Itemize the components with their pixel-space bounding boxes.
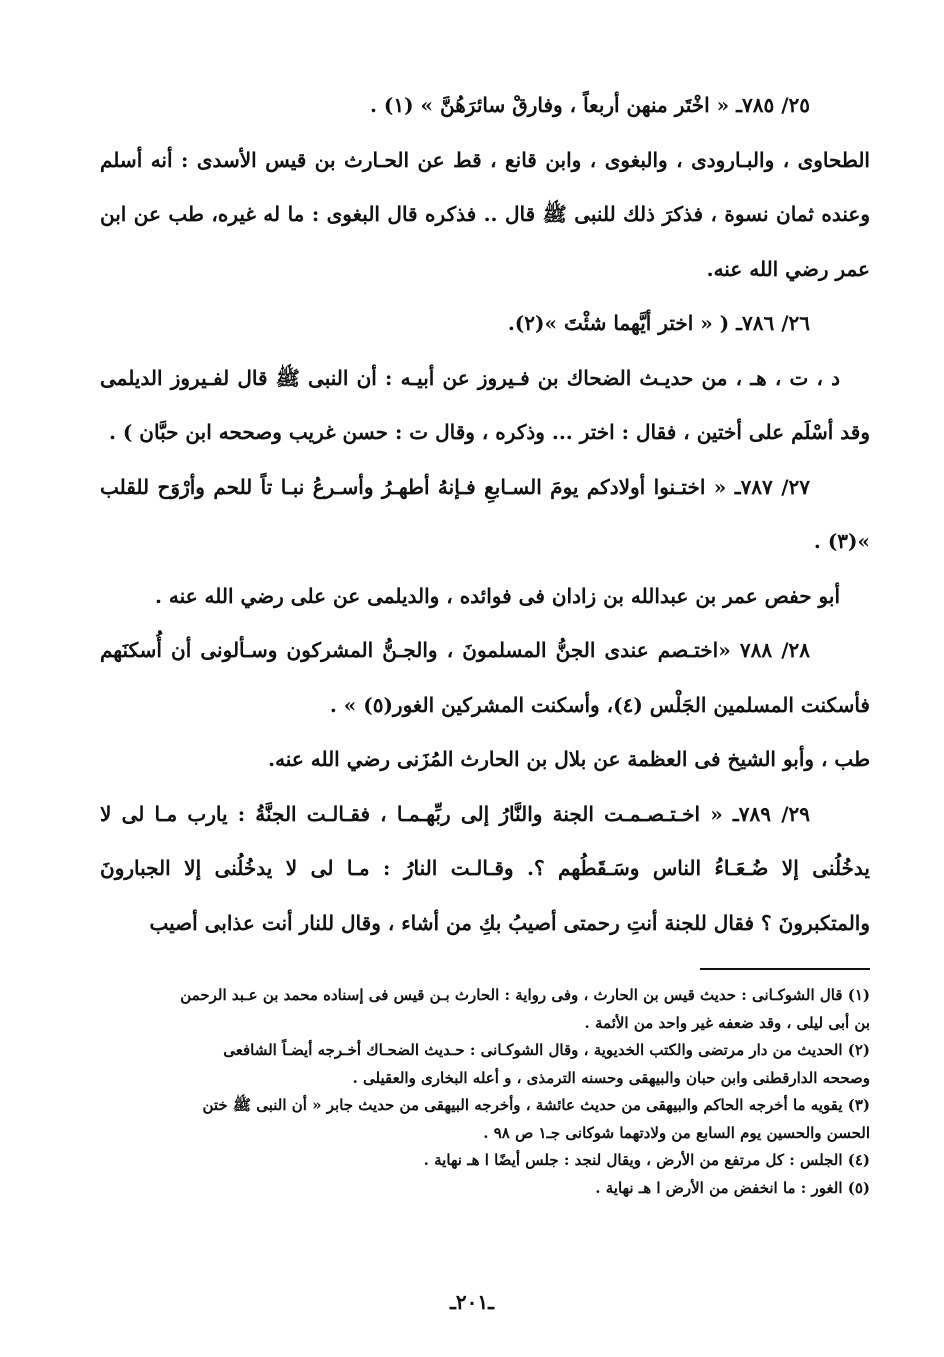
footnote-2-line-2: وصححه الدارقطنى وابن حبان والبيهقى وحسنه الترمذى ، و أعله البخارى والعقيلى .	[352, 1068, 870, 1087]
footnotes	[100, 982, 870, 1202]
source-785: الطحاوى ، والبـارودى ، والبغوى ، وابن قانع ، قط عن الحـارث بن قيس الأسدى : أنه أسلم وعنده ثمان نسوة ، فذكرَ ذلك للنبى ﷺ قال .. فذكره قال البغوى : ما له غيره، طب عن ابن عمر رضي الله عنه.	[100, 147, 870, 281]
main-text	[100, 78, 870, 950]
source-786: د ، ت ، هـ ، من حديـث الضحاك بن فـيروز عن أبيـه : أن النبى ﷺ قال لفـيروز الديلمى وقد أسْلَم على أختين ، فقال : اختر ... وذكره ، وقال ت : حسن غريب وصححه ابن حبَّان ) .	[100, 365, 870, 444]
footnote-2	[100, 1037, 870, 1092]
footnote-1	[100, 982, 870, 1037]
hadith-788: ٢٨/ ٧٨٨ «اختـصم عندى الجنُّ المسلمونَ ، والجـنُّ المشركون وسـألونى أن أُسكنَهم فأسكنت المسلمين الجَلْس (٤)، وأسكنت المشركين الغور(٥) » .	[100, 638, 870, 717]
footnote-5-line-1: (٥) الغور : ما انخفض من الأرض ا هـ نهاية .	[595, 1178, 870, 1197]
footnote-5	[100, 1175, 870, 1203]
footnote-3-line-1: (٣) يقويه ما أخرجه الحاكم والبيهقى من حديث عائشة ، وأخرجه البيهقى من حديث جابر « أن النبى ﷺ ختن	[202, 1096, 870, 1114]
footnote-1-line-1: (١) قال الشوكـانى : حديث قيس بن الحارث ، وفى رواية : الحارث بـن قيس فى إسناده محمد بن عـبد الرحمن	[180, 986, 870, 1004]
footnote-4	[100, 1147, 870, 1175]
page-number: ـ٢٠١ـ	[450, 1290, 494, 1314]
hadith-787: ٢٧/ ٧٨٧ـ « اختـنوا أولادكم يومَ السـابعِ فـإنهُ أطهـرُ وأسـرعُ نبـا تاً للحم وأرْوَح للقلب »(٣) .	[100, 474, 870, 553]
footnote-2-line-1: (٢) الحديث من دار مرتضى والكتب الخديوية ، وقال الشوكـانى : حـديث الضحـاك أخـرجه أيضـاً الشافعى	[223, 1041, 870, 1059]
hadith-785: ٢٥/ ٧٨٥ـ « اخْتَر منهن أربعاً ، وفارقْ سائرَهُنَّ » (١) .	[369, 93, 810, 117]
footnote-3	[100, 1092, 870, 1147]
hadith-786: ٢٦/ ٧٨٦ـ ( « اختر أيَّهما شئْتَ »(٢).	[507, 311, 810, 335]
hadith-789: ٢٩/ ٧٨٩ـ « اخـتـصـمـت الجنة والنَّارُ إلى ربِّهـمـا ، فقـالـت الجنَّةُ : يارب مـا لى لا يدخُلُنى إلا ضُـعَـاءُ الناس وسَـقَطُهم ؟. وقـالـت النارُ : مـا لى لا يدخُلُنى إلا الجبارونَ والمتكبرونَ ؟ فقال للجنة أنتِ رحمتى أصيبُ بكِ من أشاء ، وقال للنار أنت عذابى أصيب	[100, 801, 870, 935]
footnote-4-line-1: (٤) الجلس : كل مرتفع من الأرض ، ويقال لنجد : جلس أيضًا ا هـ نهاية .	[423, 1151, 870, 1169]
footnote-3-line-2: الحسن والحسين يوم السابع من ولادتهما شوكانى جـ١ ص ٩٨ .	[483, 1123, 870, 1142]
footnote-1-line-2: بن أبى ليلى ، وقد ضعفه غير واحد من الأئمة .	[584, 1013, 870, 1032]
source-787: أبو حفص عمر بن عبدالله بن زادان فى فوائده ، والديلمى عن على رضي الله عنه .	[154, 583, 840, 608]
footnote-separator	[700, 968, 870, 970]
source-788: طب ، وأبو الشيخ فى العظمة عن بلال بن الحارث المُزَنى رضي الله عنه.	[268, 747, 870, 771]
